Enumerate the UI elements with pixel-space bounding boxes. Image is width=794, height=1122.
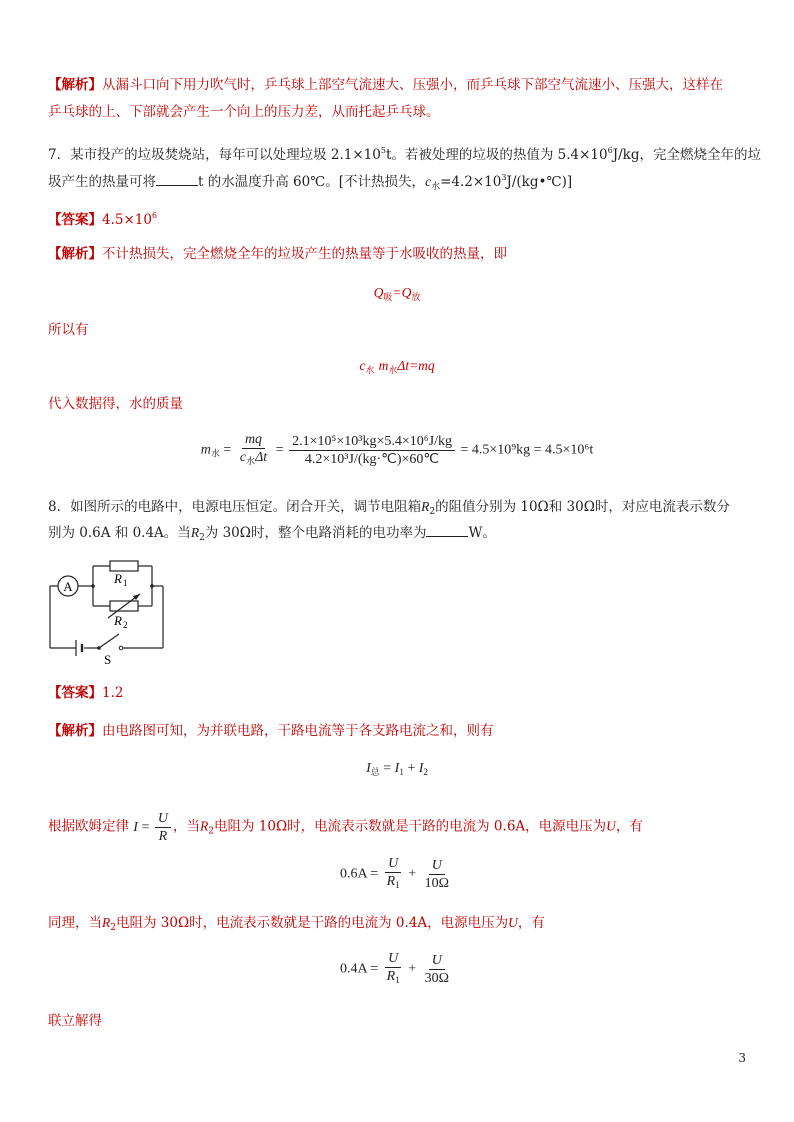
eq-numerator: U [385,855,401,873]
eq-op: + [408,961,417,977]
eq-denominator: 10Ω [424,876,450,891]
q8-text: ，有 [517,915,545,931]
prev-analysis-line1 [48,76,746,94]
q8-analysis [48,722,746,740]
r2-label: R [114,613,122,628]
eq-sub: 吸 [383,293,393,303]
eq-sub: 水 [365,366,375,376]
analysis-tag: 【解析】 [48,77,102,93]
q7-exp: 3 [501,173,507,182]
eq-fraction [422,952,452,987]
q7-text: 7．某市投产的垃圾焚烧站，每年可以处理垃圾 2.1×10 [48,147,381,163]
eq-lhs: 0.4A = [339,961,379,977]
q8-sub: 2 [429,507,436,517]
eq-sub: 放 [411,293,421,303]
q8-ohm-line [48,810,746,845]
eq-var: Δt=mq [397,358,435,373]
page-number: 3 [738,1051,746,1065]
eq-denominator: R [158,829,168,844]
eq-var: c [239,450,247,465]
q8-var: U [508,915,518,930]
switch-label: S [104,652,112,667]
eq-numerator: 2.1×10⁵×10³kg×5.4×10⁶J/kg [289,433,455,451]
circuit-diagram [44,556,179,668]
prev-analysis-text1: 从漏斗口向下用力吹气时，乒乓球上部空气流速大、压强小，而乒乓球下部空气流速小、压强大，这样在 [102,77,723,93]
eq-sub: 水 [388,366,398,376]
eq-sub: 水 [210,448,220,459]
switch-contact [119,646,123,650]
eq-sub: 2 [423,767,428,777]
eq-fraction [289,433,455,468]
eq-sub: 总 [370,767,380,777]
q7-blank[interactable] [156,173,198,186]
q7-text: t。若被处理的垃圾的热值为 5.4×10 [385,147,608,163]
q8-text: 别为 0.6A 和 0.4A。当 [48,525,191,541]
q7-sub: 水 [431,182,441,192]
q7-text: 代入数据得，水的质量 [48,396,183,412]
q7-exp: 5 [380,146,386,155]
eq-fraction [155,810,171,845]
q8-text: 8．如图所示的电路中，电源电压恒定。闭合开关，调节电阻箱 [48,499,422,515]
q8-var: R [190,525,200,540]
eq-var: I [366,761,371,776]
q8-analysis-text: 由电路图可知，为并联电路，干路电流等于各支路电流之和，则有 [102,723,494,739]
eq-var: R [386,969,396,984]
eq-denominator: 4.2×10³J/(kg·℃)×60℃ [304,452,440,467]
node-dot [91,584,95,588]
q7-eq3: $m_水$ = $\frac{mq}{c_水\Delta t}$ = $\frac{\text{2.1×10⁵×10³kg×5.4×10⁶J/kg}}{\text{4.2×10³J/(kg·℃)×60℃}}$ = 4.5×10⁹kg = 4.5×10⁶t [0,431,794,470]
q7-text: 所以有 [48,322,89,338]
q7-answer-value: 4.5×10 [102,212,152,228]
q8-eq2 [0,855,794,894]
q8-sub: 2 [110,923,116,933]
q7-var: c [425,174,432,189]
q7-analysis-text: 不计热损失，完全燃烧全年的垃圾产生的热量等于水吸收的热量，即 [102,246,507,262]
q7-text: 圾产生的热量可将 [48,174,156,190]
eq-var: I [418,761,424,776]
q8-text: 为 30Ω时，整个电路消耗的电功率为 [204,525,427,541]
q7-analysis [48,245,746,263]
eq-denominator [384,873,403,894]
q7-dairu [48,395,746,413]
analysis-tag: 【解析】 [48,246,102,262]
q8-lianli [48,1012,746,1030]
q8-text: 电阻为 10Ω时，电流表示数就是干路的电流为 0.6A，电源电压为 [213,818,607,835]
eq-var: I [394,761,400,776]
prev-analysis-text2: 乒乓球的上、下部就会产生一个向上的压力差，从而托起乒乓球。 [48,104,440,120]
q7-answer [48,207,746,229]
eq-var: R [386,874,396,889]
eq-var: c [359,358,366,373]
q8-eq1: $I_总 = I_1 + I_2$ [366,761,428,777]
q8-text: 电阻为 30Ω时，电流表示数就是干路的电流为 0.4A，电源电压为 [115,915,509,931]
eq-var: m [378,358,389,373]
eq-sub: 1 [395,880,400,890]
q8-answer [48,684,746,702]
eq-sub: 水 [246,456,256,466]
analysis-tag: 【解析】 [48,723,102,739]
eq-denominator [384,968,403,989]
eq-numerator: U [429,857,445,875]
q8-var: R [200,818,209,834]
q8-sub: 2 [199,533,205,543]
ohm-law: I = $\frac{U}{R}$ [133,820,173,835]
q8-eq3 [0,950,794,989]
eq-fraction [384,950,403,989]
switch-pivot [97,646,101,650]
eq-numerator: U [429,952,445,970]
answer-tag: 【答案】 [48,212,102,228]
eq-numerator: U [155,810,171,828]
q8-var: U [606,818,616,834]
eq-rhs: = 4.5×10⁹kg = 4.5×10⁶t [460,442,594,458]
eq-lhs: 0.6A = [339,866,379,882]
ammeter-icon [58,576,78,596]
eq-var: m [200,442,211,458]
eq-denominator [237,449,270,470]
eq-op: = [392,285,402,300]
q8-text: 同理，当 [48,915,102,931]
q8-text: ，有 [615,818,643,835]
eq-numerator: mq [242,431,265,449]
r1-label: R [114,571,122,586]
q7-eq1 [0,285,794,303]
q8-answer-value: 1.2 [102,685,124,701]
ammeter-label: A [63,579,73,594]
q8-var: R [421,499,430,514]
eq-numerator: U [385,950,401,968]
q8-sub: 2 [208,826,214,837]
eq-fraction [422,857,452,892]
q7-line1 [48,142,762,164]
q7-suoyi [48,321,746,339]
q7-eq2 [0,358,794,376]
eq-var: I [133,819,138,835]
q7-text: =4.2×10 [440,174,502,190]
eq-var: Q [373,285,384,300]
q8-line2 [48,524,746,547]
r1-sub: 1 [123,578,128,588]
eq-op: + [408,866,417,882]
r2-sub: 2 [123,620,128,630]
eq-var: Δt [255,450,268,465]
q7-text: J/(kg•℃)] [506,174,573,190]
eq-sub: 1 [395,975,400,985]
q8-text: W。 [468,525,496,541]
eq-fraction [384,855,403,894]
q7-answer-exp: 6 [151,211,158,220]
eq-fraction [237,431,270,470]
q8-tongli-line [48,914,746,937]
answer-tag: 【答案】 [48,685,102,701]
q7-exp: 6 [607,146,613,155]
q7-line2 [48,169,746,196]
node-dot [150,584,154,588]
prev-analysis-line2 [48,103,746,121]
q8-text: 的阻值分别为 10Ω和 30Ω时，对应电流表示数分 [435,499,730,515]
eq-var: Q [401,285,412,300]
eq-sub: 1 [399,767,404,777]
eq-denominator: 30Ω [424,971,450,986]
q8-text: 根据欧姆定律 [48,818,129,835]
q7-text: J/kg，完全燃烧全年的垃 [612,147,762,163]
q8-text: ，当 [173,818,200,835]
q8-text: 联立解得 [48,1013,102,1029]
eq-op: + [407,761,416,776]
q8-blank[interactable] [426,524,468,537]
q8-var: R [102,915,111,930]
q7-text: t 的水温度升高 60℃。[不计热损失， [198,174,426,190]
q8-line1 [48,498,746,521]
resistor-r1 [110,561,138,571]
